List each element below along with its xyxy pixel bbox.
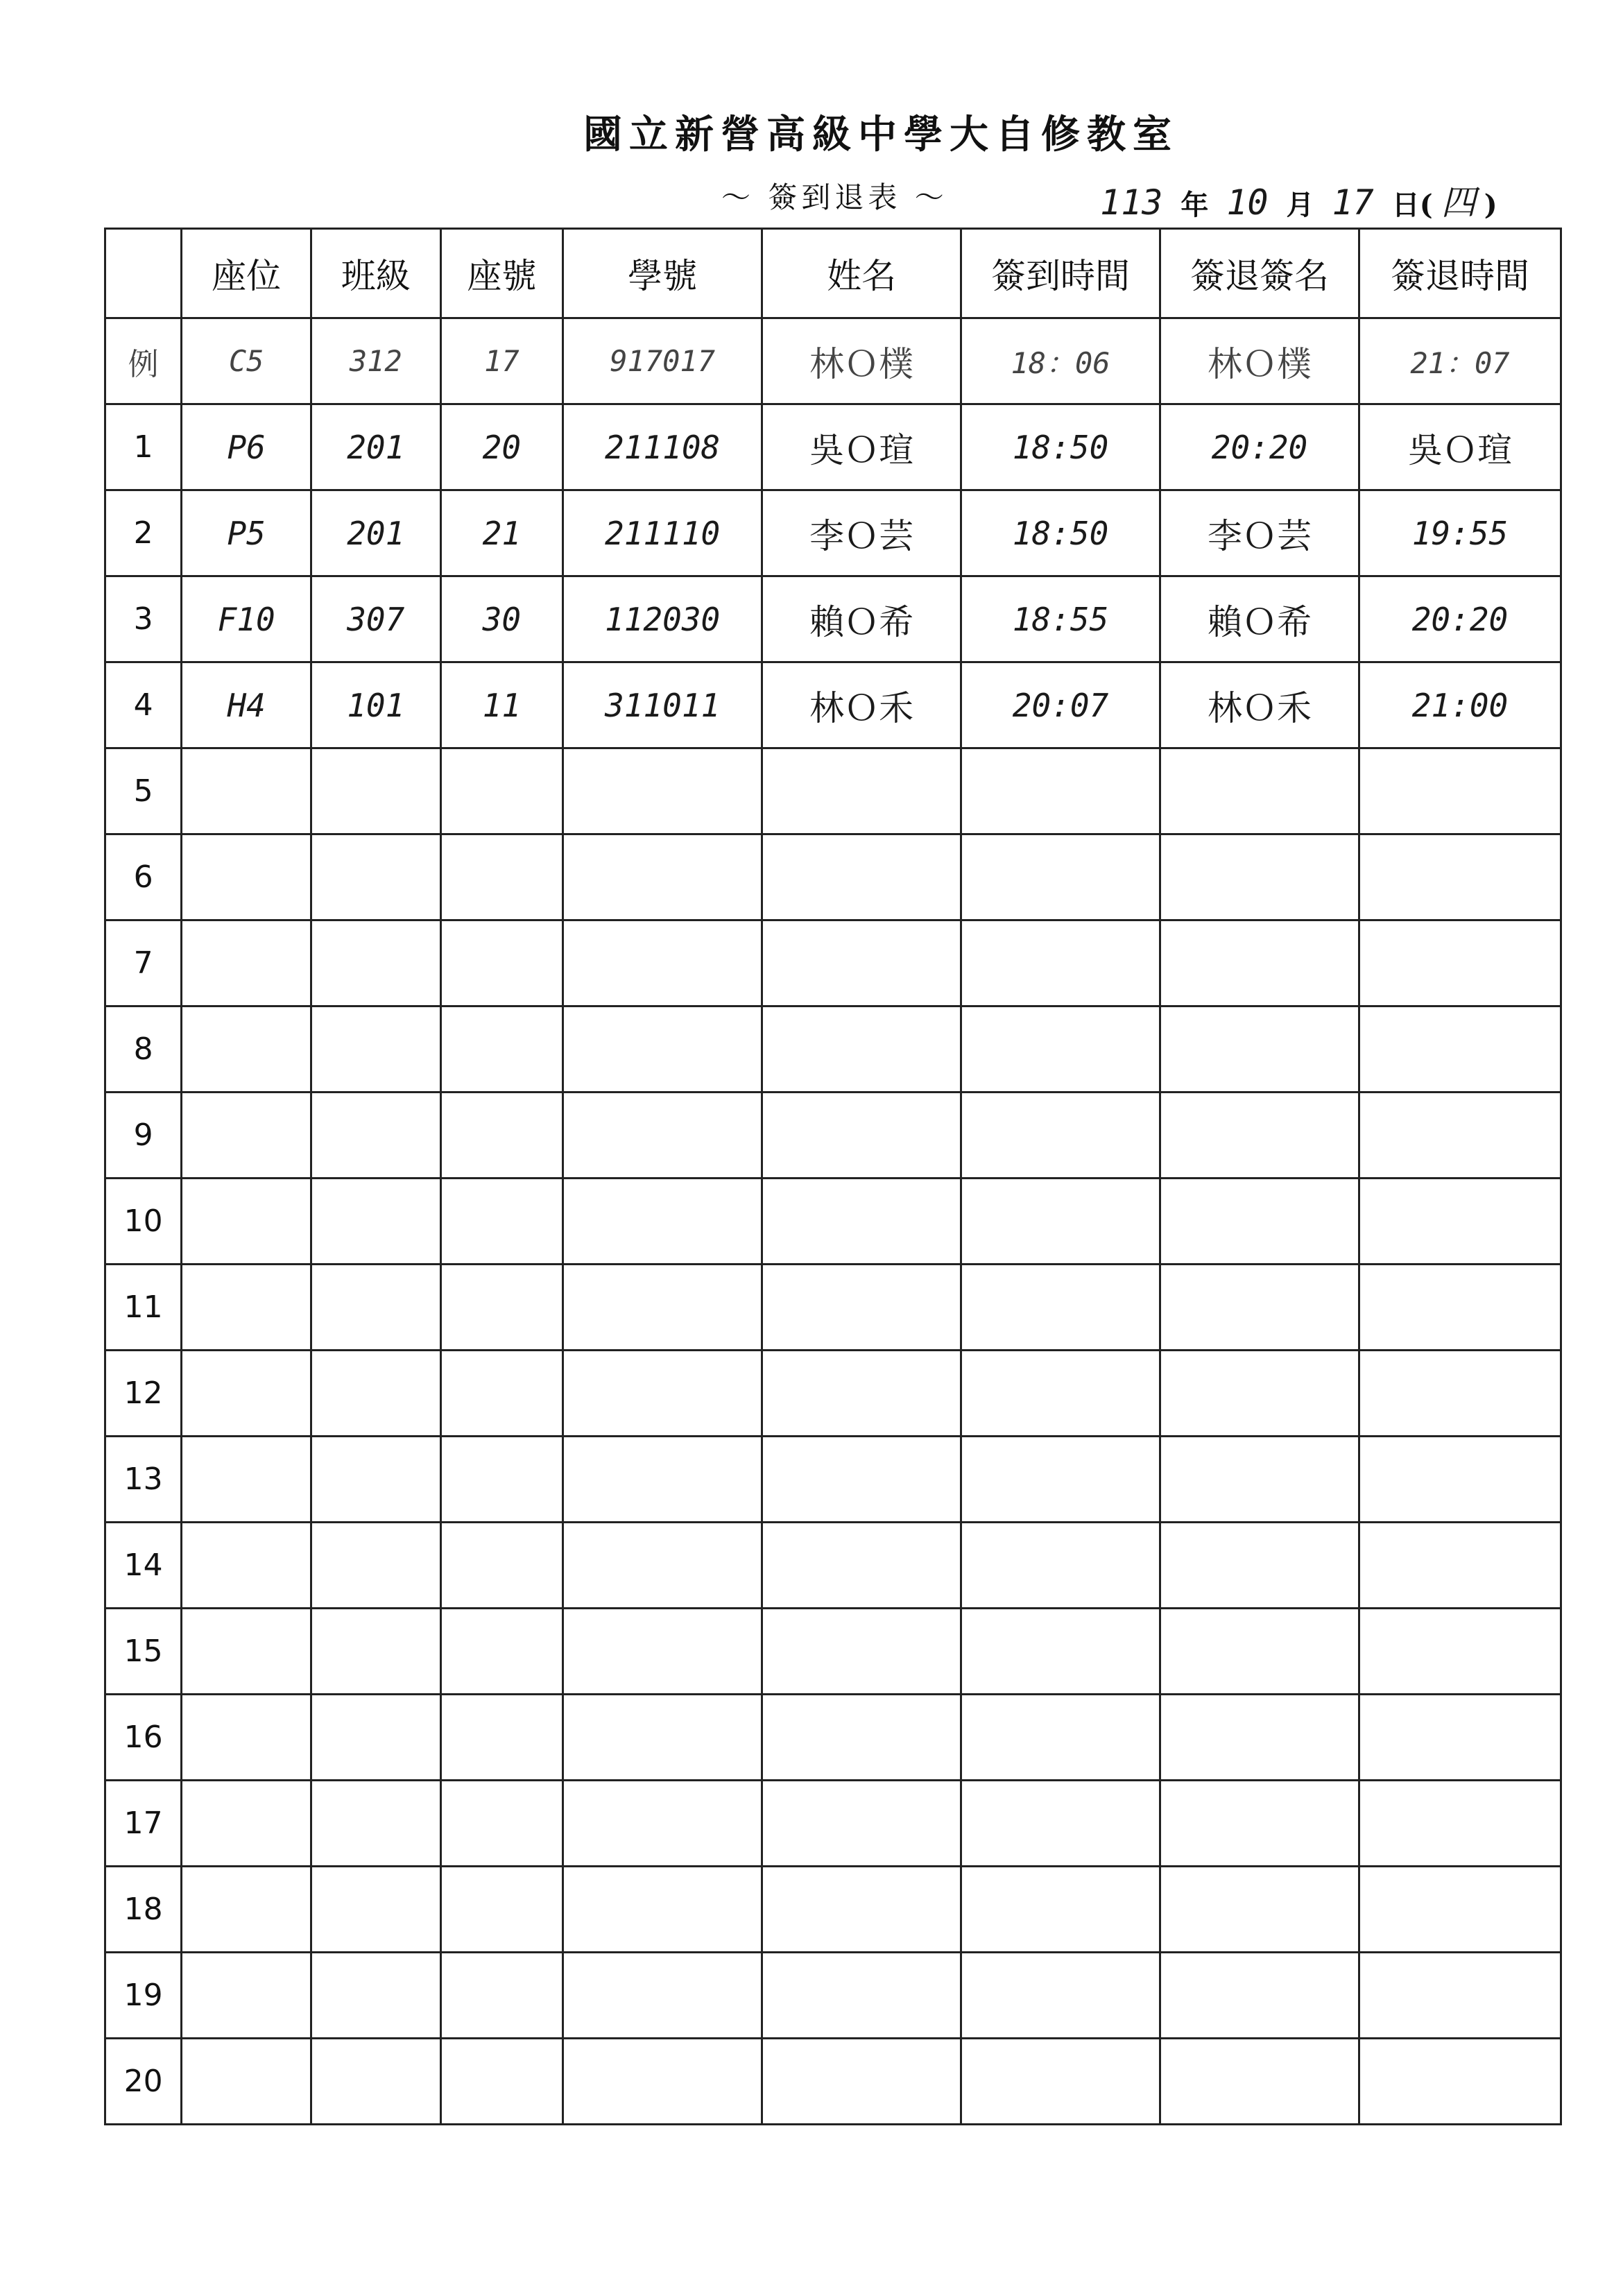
example-number: 17 bbox=[440, 318, 563, 404]
row-number: 6 bbox=[105, 834, 182, 920]
table-row bbox=[105, 1609, 1561, 1695]
cell-checkin-time bbox=[961, 1351, 1160, 1437]
date-month-unit: 月 bbox=[1286, 189, 1314, 221]
cell-student-id bbox=[563, 1609, 762, 1695]
cell-student-id bbox=[563, 748, 762, 834]
table-row bbox=[105, 920, 1561, 1006]
header-name: 姓名 bbox=[762, 229, 961, 318]
date-weekday-close: ) bbox=[1484, 189, 1497, 221]
cell-name bbox=[762, 1006, 961, 1093]
cell-student-id: 211110 bbox=[563, 490, 762, 576]
cell-seat: P5 bbox=[182, 490, 311, 576]
date-year-unit: 年 bbox=[1180, 189, 1209, 221]
cell-checkout-signature: 林Ｏ禾 bbox=[1160, 662, 1359, 748]
cell-checkout-signature bbox=[1160, 1437, 1359, 1523]
date-weekday-open: ( bbox=[1419, 189, 1433, 221]
cell-checkin-time: 18:50 bbox=[961, 404, 1160, 490]
cell-seat bbox=[182, 1781, 311, 1867]
cell-name bbox=[762, 1179, 961, 1265]
cell-checkout-time: 20:20 bbox=[1359, 576, 1561, 662]
table-row bbox=[105, 1867, 1561, 1953]
cell-name: 林Ｏ禾 bbox=[762, 662, 961, 748]
cell-class bbox=[311, 1867, 440, 1953]
cell-checkout-signature bbox=[1160, 1265, 1359, 1351]
cell-checkout-time bbox=[1359, 1265, 1561, 1351]
cell-student-id: 211108 bbox=[563, 404, 762, 490]
cell-student-id: 112030 bbox=[563, 576, 762, 662]
header-seat: 座位 bbox=[182, 229, 311, 318]
cell-student-id bbox=[563, 1523, 762, 1609]
cell-checkin-time bbox=[961, 1179, 1160, 1265]
cell-name bbox=[762, 1695, 961, 1781]
row-number: 19 bbox=[105, 1953, 182, 2039]
cell-student-id bbox=[563, 2039, 762, 2125]
row-number: 20 bbox=[105, 2039, 182, 2125]
cell-checkout-time bbox=[1359, 1093, 1561, 1179]
cell-checkin-time: 18:50 bbox=[961, 490, 1160, 576]
cell-checkin-time bbox=[961, 1867, 1160, 1953]
cell-number: 20 bbox=[440, 404, 563, 490]
table-row bbox=[105, 576, 1561, 662]
cell-student-id bbox=[563, 1093, 762, 1179]
cell-number bbox=[440, 2039, 563, 2125]
cell-name bbox=[762, 748, 961, 834]
cell-class bbox=[311, 2039, 440, 2125]
cell-checkout-time bbox=[1359, 1781, 1561, 1867]
cell-checkin-time bbox=[961, 1609, 1160, 1695]
cell-number: 21 bbox=[440, 490, 563, 576]
cell-checkin-time bbox=[961, 1695, 1160, 1781]
cell-student-id bbox=[563, 1437, 762, 1523]
table-row bbox=[105, 1265, 1561, 1351]
cell-seat bbox=[182, 1867, 311, 1953]
example-checkin-time: 18：06 bbox=[961, 318, 1160, 404]
cell-class bbox=[311, 1265, 440, 1351]
cell-checkout-time: 21:00 bbox=[1359, 662, 1561, 748]
cell-student-id bbox=[563, 1695, 762, 1781]
cell-checkin-time bbox=[961, 1437, 1160, 1523]
table-row bbox=[105, 1695, 1561, 1781]
date-month: 10 bbox=[1226, 182, 1269, 223]
cell-checkin-time bbox=[961, 2039, 1160, 2125]
row-number: 11 bbox=[105, 1265, 182, 1351]
header-rownum bbox=[105, 229, 182, 318]
cell-number bbox=[440, 1523, 563, 1609]
cell-name bbox=[762, 834, 961, 920]
table-row bbox=[105, 1781, 1561, 1867]
cell-checkin-time bbox=[961, 1093, 1160, 1179]
cell-checkout-signature bbox=[1160, 1781, 1359, 1867]
cell-class: 307 bbox=[311, 576, 440, 662]
cell-class bbox=[311, 1609, 440, 1695]
cell-seat bbox=[182, 1437, 311, 1523]
cell-number bbox=[440, 1006, 563, 1093]
cell-name bbox=[762, 2039, 961, 2125]
table-row bbox=[105, 1523, 1561, 1609]
signin-table bbox=[104, 228, 1562, 2125]
cell-checkout-signature bbox=[1160, 1093, 1359, 1179]
header-class: 班級 bbox=[311, 229, 440, 318]
cell-checkout-time bbox=[1359, 1351, 1561, 1437]
cell-class: 201 bbox=[311, 490, 440, 576]
cell-name bbox=[762, 1953, 961, 2039]
cell-seat bbox=[182, 920, 311, 1006]
cell-seat bbox=[182, 1179, 311, 1265]
cell-name bbox=[762, 1609, 961, 1695]
cell-seat bbox=[182, 1695, 311, 1781]
cell-name bbox=[762, 1265, 961, 1351]
cell-name bbox=[762, 1093, 961, 1179]
date-day: 17 bbox=[1332, 182, 1374, 223]
cell-checkout-time bbox=[1359, 2039, 1561, 2125]
cell-number: 11 bbox=[440, 662, 563, 748]
cell-name: 賴Ｏ希 bbox=[762, 576, 961, 662]
row-number: 12 bbox=[105, 1351, 182, 1437]
row-number: 1 bbox=[105, 404, 182, 490]
table-row bbox=[105, 1437, 1561, 1523]
row-number: 10 bbox=[105, 1179, 182, 1265]
example-checkout-time: 21：07 bbox=[1359, 318, 1561, 404]
cell-number bbox=[440, 1781, 563, 1867]
cell-checkout-time: 19:55 bbox=[1359, 490, 1561, 576]
cell-checkout-time bbox=[1359, 834, 1561, 920]
example-label: 例 bbox=[105, 318, 182, 404]
cell-checkin-time bbox=[961, 920, 1160, 1006]
date-day-unit: 日 bbox=[1391, 189, 1420, 221]
cell-name bbox=[762, 1523, 961, 1609]
table-row bbox=[105, 1006, 1561, 1093]
cell-name bbox=[762, 1437, 961, 1523]
cell-number bbox=[440, 1953, 563, 2039]
cell-name: 李Ｏ芸 bbox=[762, 490, 961, 576]
cell-number bbox=[440, 920, 563, 1006]
cell-name: 吳Ｏ瑄 bbox=[762, 404, 961, 490]
header-row bbox=[105, 229, 1561, 318]
cell-checkin-time: 20:07 bbox=[961, 662, 1160, 748]
date-year: 113 bbox=[1100, 182, 1163, 223]
cell-student-id: 311011 bbox=[563, 662, 762, 748]
cell-checkout-signature bbox=[1160, 1006, 1359, 1093]
date-weekday: 四 bbox=[1441, 182, 1476, 223]
table-row bbox=[105, 748, 1561, 834]
example-student-id: 917017 bbox=[563, 318, 762, 404]
row-number: 13 bbox=[105, 1437, 182, 1523]
header-number: 座號 bbox=[440, 229, 563, 318]
cell-checkout-signature: 李Ｏ芸 bbox=[1160, 490, 1359, 576]
cell-name bbox=[762, 1351, 961, 1437]
cell-student-id bbox=[563, 920, 762, 1006]
cell-checkout-time bbox=[1359, 1523, 1561, 1609]
cell-checkout-time: 吳Ｏ瑄 bbox=[1359, 404, 1561, 490]
cell-checkout-signature bbox=[1160, 1179, 1359, 1265]
cell-number bbox=[440, 1437, 563, 1523]
cell-student-id bbox=[563, 1867, 762, 1953]
cell-class: 101 bbox=[311, 662, 440, 748]
cell-student-id bbox=[563, 1265, 762, 1351]
cell-seat: P6 bbox=[182, 404, 311, 490]
cell-student-id bbox=[563, 834, 762, 920]
cell-seat bbox=[182, 748, 311, 834]
cell-checkout-signature bbox=[1160, 834, 1359, 920]
cell-checkin-time bbox=[961, 1953, 1160, 2039]
page-title: 國立新營高級中學大自修教室 bbox=[583, 112, 1178, 157]
row-number: 2 bbox=[105, 490, 182, 576]
cell-checkin-time bbox=[961, 834, 1160, 920]
cell-seat: F10 bbox=[182, 576, 311, 662]
example-name: 林Ｏ樸 bbox=[762, 318, 961, 404]
row-number: 16 bbox=[105, 1695, 182, 1781]
cell-class bbox=[311, 1523, 440, 1609]
table-row bbox=[105, 2039, 1561, 2125]
cell-checkin-time bbox=[961, 1523, 1160, 1609]
cell-seat bbox=[182, 1523, 311, 1609]
cell-checkin-time bbox=[961, 1006, 1160, 1093]
table-row bbox=[105, 490, 1561, 576]
cell-class bbox=[311, 1093, 440, 1179]
cell-number bbox=[440, 1867, 563, 1953]
cell-checkout-time bbox=[1359, 1609, 1561, 1695]
row-number: 3 bbox=[105, 576, 182, 662]
subtitle-line bbox=[721, 175, 948, 223]
table-row bbox=[105, 1179, 1561, 1265]
cell-number bbox=[440, 748, 563, 834]
cell-seat bbox=[182, 834, 311, 920]
cell-name bbox=[762, 1781, 961, 1867]
cell-checkout-signature: 20:20 bbox=[1160, 404, 1359, 490]
cell-checkout-time bbox=[1359, 920, 1561, 1006]
cell-checkout-signature bbox=[1160, 1695, 1359, 1781]
cell-name bbox=[762, 920, 961, 1006]
row-number: 7 bbox=[105, 920, 182, 1006]
cell-number bbox=[440, 1179, 563, 1265]
cell-checkout-time bbox=[1359, 1867, 1561, 1953]
table-row bbox=[105, 1351, 1561, 1437]
cell-seat: H4 bbox=[182, 662, 311, 748]
row-number: 14 bbox=[105, 1523, 182, 1609]
cell-checkout-signature bbox=[1160, 1609, 1359, 1695]
cell-checkout-signature bbox=[1160, 1351, 1359, 1437]
table-row bbox=[105, 404, 1561, 490]
cell-checkin-time bbox=[961, 748, 1160, 834]
cell-name bbox=[762, 1867, 961, 1953]
cell-seat bbox=[182, 1609, 311, 1695]
cell-class bbox=[311, 1351, 440, 1437]
cell-seat bbox=[182, 1006, 311, 1093]
header-student-id: 學號 bbox=[563, 229, 762, 318]
table-row bbox=[105, 1953, 1561, 2039]
example-seat: C5 bbox=[182, 318, 311, 404]
cell-checkout-signature bbox=[1160, 2039, 1359, 2125]
cell-class bbox=[311, 1953, 440, 2039]
example-row bbox=[105, 318, 1561, 404]
example-checkout-signature: 林Ｏ樸 bbox=[1160, 318, 1359, 404]
cell-checkout-time bbox=[1359, 1953, 1561, 2039]
cell-checkin-time bbox=[961, 1265, 1160, 1351]
row-number: 18 bbox=[105, 1867, 182, 1953]
cell-number: 30 bbox=[440, 576, 563, 662]
cell-checkout-signature: 賴Ｏ希 bbox=[1160, 576, 1359, 662]
row-number: 9 bbox=[105, 1093, 182, 1179]
cell-checkout-signature bbox=[1160, 920, 1359, 1006]
cell-number bbox=[440, 1351, 563, 1437]
cell-checkout-signature bbox=[1160, 1867, 1359, 1953]
cell-class bbox=[311, 920, 440, 1006]
cell-checkout-signature bbox=[1160, 1523, 1359, 1609]
cell-checkout-time bbox=[1359, 748, 1561, 834]
cell-class bbox=[311, 1781, 440, 1867]
header-checkout-time: 簽退時間 bbox=[1359, 229, 1561, 318]
cell-student-id bbox=[563, 1006, 762, 1093]
cell-checkout-time bbox=[1359, 1006, 1561, 1093]
cell-number bbox=[440, 1695, 563, 1781]
cell-class bbox=[311, 1179, 440, 1265]
cell-seat bbox=[182, 1953, 311, 2039]
cell-student-id bbox=[563, 1781, 762, 1867]
cell-class bbox=[311, 1006, 440, 1093]
cell-checkout-signature bbox=[1160, 1953, 1359, 2039]
cell-checkout-signature bbox=[1160, 748, 1359, 834]
row-number: 15 bbox=[105, 1609, 182, 1695]
cell-student-id bbox=[563, 1351, 762, 1437]
cell-seat bbox=[182, 1265, 311, 1351]
table-row bbox=[105, 1093, 1561, 1179]
cell-checkout-time bbox=[1359, 1179, 1561, 1265]
cell-class: 201 bbox=[311, 404, 440, 490]
row-number: 8 bbox=[105, 1006, 182, 1093]
cell-seat bbox=[182, 1351, 311, 1437]
cell-class bbox=[311, 1437, 440, 1523]
cell-student-id bbox=[563, 1179, 762, 1265]
cell-class bbox=[311, 1695, 440, 1781]
cell-student-id bbox=[563, 1953, 762, 2039]
row-number: 17 bbox=[105, 1781, 182, 1867]
cell-seat bbox=[182, 2039, 311, 2125]
date-line bbox=[1082, 175, 1497, 225]
cell-class bbox=[311, 834, 440, 920]
table-row bbox=[105, 662, 1561, 748]
cell-number bbox=[440, 1265, 563, 1351]
cell-number bbox=[440, 1093, 563, 1179]
cell-checkin-time bbox=[961, 1781, 1160, 1867]
row-number: 5 bbox=[105, 748, 182, 834]
cell-checkin-time: 18:55 bbox=[961, 576, 1160, 662]
row-number: 4 bbox=[105, 662, 182, 748]
example-class: 312 bbox=[311, 318, 440, 404]
cell-number bbox=[440, 1609, 563, 1695]
cell-checkout-time bbox=[1359, 1437, 1561, 1523]
header-checkout-signature: 簽退簽名 bbox=[1160, 229, 1359, 318]
cell-class bbox=[311, 748, 440, 834]
header-checkin-time: 簽到時間 bbox=[961, 229, 1160, 318]
cell-seat bbox=[182, 1093, 311, 1179]
cell-number bbox=[440, 834, 563, 920]
table-row bbox=[105, 834, 1561, 920]
subtitle: ～ 簽到退表 ～ bbox=[721, 180, 948, 214]
cell-checkout-time bbox=[1359, 1695, 1561, 1781]
